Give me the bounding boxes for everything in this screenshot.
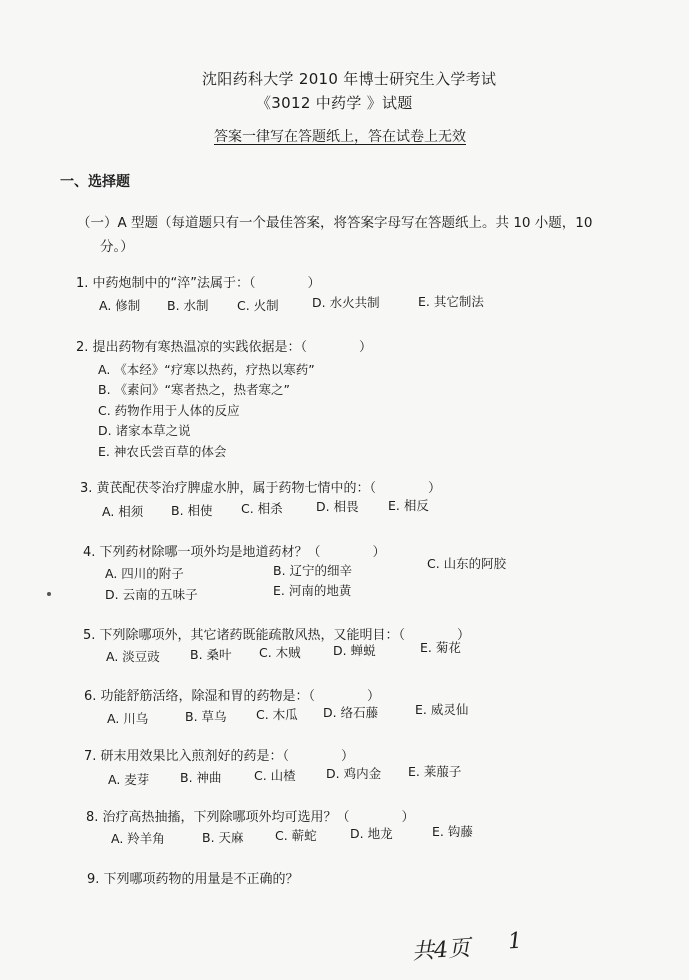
q2-option-b: B. 《素问》“寒者热之，热者寒之”	[98, 382, 290, 397]
q3-option-c: C. 相杀	[241, 501, 283, 516]
question-5: 5. 下列除哪项外，其它诸药既能疏散风热，又能明目：（ ）	[83, 628, 471, 643]
question-6: 6. 功能舒筋活络，除湿和胃的药物是：（ ）	[84, 689, 381, 704]
q1-option-b: B. 水制	[167, 298, 209, 313]
q2-option-d: D. 诸家本草之说	[98, 423, 191, 438]
q6-option-b: B. 草乌	[185, 709, 227, 724]
q5-option-e: E. 菊花	[420, 640, 461, 655]
exam-subtitle: 《3012 中药学 》试题	[256, 94, 413, 112]
q6-option-d: D. 络石藤	[323, 705, 379, 720]
q4-option-d: D. 云南的五味子	[105, 587, 198, 602]
question-8: 8. 治疗高热抽搐，下列除哪项外均可选用？（ ）	[86, 810, 415, 825]
scan-mark	[47, 592, 51, 596]
q4-option-c: C. 山东的阿胶	[427, 556, 507, 571]
q8-option-b: B. 天麻	[202, 830, 244, 845]
section-instruction: （一）A 型题（每道题只有一个最佳答案，将答案字母写在答题纸上。共 10 小题，10	[77, 215, 593, 231]
q5-option-b: B. 桑叶	[190, 647, 232, 662]
q2-option-c: C. 药物作用于人体的反应	[98, 403, 240, 418]
q5-option-a: A. 淡豆豉	[106, 649, 160, 664]
question-2: 2. 提出药物有寒热温凉的实践依据是：（ ）	[76, 340, 373, 355]
q8-option-a: A. 羚羊角	[111, 831, 165, 846]
q3-option-d: D. 相畏	[316, 499, 359, 514]
q8-option-c: C. 蕲蛇	[275, 828, 317, 843]
q3-option-a: A. 相须	[102, 504, 144, 519]
answer-notice: 答案一律写在答题纸上，答在试卷上无效	[214, 129, 466, 145]
question-3: 3. 黄芪配茯苓治疗脾虚水肿，属于药物七情中的：（ ）	[80, 481, 442, 496]
q8-option-e: E. 钩藤	[432, 824, 473, 839]
q6-option-e: E. 威灵仙	[415, 702, 469, 717]
q7-option-d: D. 鸡内金	[326, 766, 382, 781]
q7-option-a: A. 麦芽	[108, 772, 150, 787]
q1-option-a: A. 修制	[99, 298, 141, 313]
q1-option-e: E. 其它制法	[418, 294, 484, 309]
question-9: 9. 下列哪项药物的用量是不正确的？	[87, 872, 299, 887]
q1-option-d: D. 水火共制	[312, 295, 380, 310]
page-number: 1	[507, 928, 523, 955]
exam-title: 沈阳药科大学 2010 年博士研究生入学考试	[202, 70, 497, 88]
q7-option-c: C. 山楂	[254, 768, 296, 783]
q5-option-d: D. 蝉蜕	[333, 643, 376, 658]
q2-option-a: A. 《本经》“疗寒以热药，疗热以寒药”	[98, 362, 315, 377]
q4-option-b: B. 辽宁的细辛	[273, 563, 353, 578]
q4-option-a: A. 四川的附子	[105, 566, 184, 581]
section-instruction-cont: 分。）	[100, 239, 134, 255]
question-1: 1. 中药炮制中的“淬”法属于：（ ）	[76, 276, 321, 291]
question-4: 4. 下列药材除哪一项外均是地道药材？（ ）	[83, 545, 386, 560]
section-heading: 一、选择题	[60, 174, 130, 190]
q2-option-e: E. 神农氏尝百草的体会	[98, 444, 227, 459]
q5-option-c: C. 木贼	[259, 645, 301, 660]
q8-option-d: D. 地龙	[350, 826, 393, 841]
q7-option-b: B. 神曲	[180, 770, 222, 785]
q4-option-e: E. 河南的地黄	[273, 583, 352, 598]
q3-option-e: E. 相反	[388, 498, 429, 513]
question-7: 7. 研末用效果比入煎剂好的药是：（ ）	[84, 749, 355, 764]
q3-option-b: B. 相使	[171, 503, 213, 518]
q7-option-e: E. 莱菔子	[408, 764, 462, 779]
q6-option-a: A. 川乌	[107, 711, 149, 726]
handwritten-page-count: 共4页	[411, 936, 471, 965]
q6-option-c: C. 木瓜	[256, 707, 298, 722]
q1-option-c: C. 火制	[237, 298, 279, 313]
